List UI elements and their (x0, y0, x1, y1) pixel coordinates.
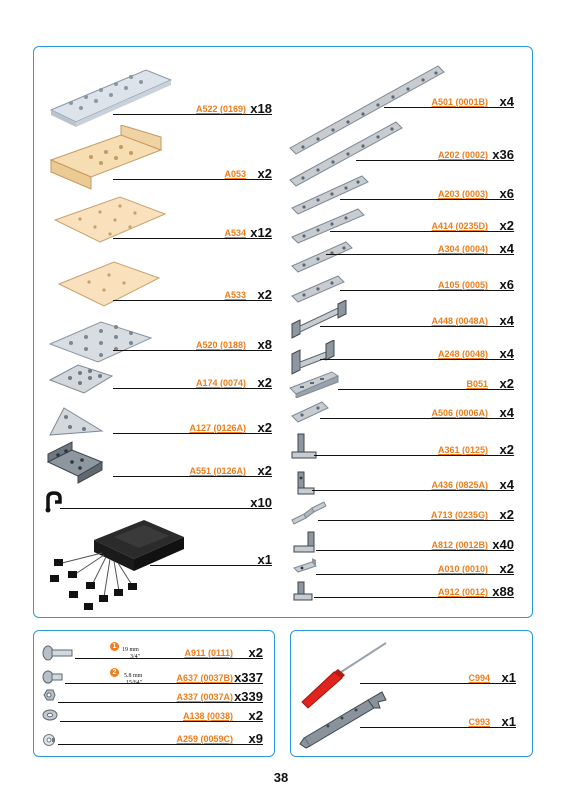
part-row (316, 537, 514, 551)
part-qty: x2 (499, 218, 514, 233)
part-row (356, 147, 514, 161)
part-qty: x1 (501, 670, 516, 685)
part-qty: x6 (499, 277, 514, 292)
dimension-label: 19 mm 3/4" (122, 647, 141, 660)
part-code: A127 (0126A) (189, 423, 246, 433)
part-code: A304 (0004) (437, 244, 488, 254)
part-qty: x9 (248, 731, 263, 746)
part-code: A414 (0235D) (431, 221, 488, 231)
part-qty: x2 (257, 463, 272, 478)
nut-icon (42, 689, 56, 701)
part-code: A534 (224, 228, 246, 238)
part-qty: x4 (499, 405, 514, 420)
dimension-label: 5.8 mm 15/64" (124, 673, 143, 686)
part-code: A203 (0003) (437, 189, 488, 199)
part-code: A248 (0048) (437, 349, 488, 359)
part-row (330, 218, 514, 232)
part-row (150, 552, 272, 566)
part-row (113, 337, 272, 351)
part-qty: x339 (234, 689, 263, 704)
fastener-row (65, 670, 263, 684)
part-qty: x2 (257, 166, 272, 181)
flanged-plate-icon (46, 60, 176, 130)
part-qty: x18 (250, 101, 272, 116)
part-row (320, 313, 514, 327)
square-plate-icon (46, 362, 116, 396)
part-row (113, 166, 272, 180)
part-row (320, 405, 514, 419)
part-code: A105 (0005) (437, 280, 488, 290)
part-qty: x8 (257, 337, 272, 352)
part-qty: x6 (499, 186, 514, 201)
part-code: C993 (468, 717, 490, 727)
part-row (314, 584, 514, 598)
part-qty: x2 (499, 507, 514, 522)
part-code: A361 (0125) (437, 445, 488, 455)
part-code: A501 (0001B) (431, 97, 488, 107)
part-code: A713 (0235G) (430, 510, 488, 520)
flanged-tray-icon (46, 125, 166, 190)
triangle-plate-icon (46, 405, 106, 439)
tool-row (360, 670, 516, 684)
part-qty: x2 (257, 375, 272, 390)
part-code: A911 (0111) (184, 648, 233, 658)
part-code: A533 (224, 290, 246, 300)
part-code: A522 (0169) (195, 104, 246, 114)
long-bolt-icon (42, 645, 74, 661)
part-code: A202 (0002) (437, 150, 488, 160)
part-qty: x4 (499, 477, 514, 492)
part-code: A912 (0012) (437, 587, 488, 597)
part-row (113, 225, 272, 239)
part-row (326, 241, 514, 255)
part-row (60, 495, 272, 509)
part-code: A259 (0059C) (176, 734, 233, 744)
part-code: A138 (0038) (182, 711, 233, 721)
part-code: A812 (0012B) (431, 540, 488, 550)
part-row (340, 186, 514, 200)
washer-icon (42, 709, 58, 721)
part-qty: x4 (499, 346, 514, 361)
part-code: C994 (468, 673, 490, 683)
part-qty: x88 (492, 584, 514, 599)
part-qty: x1 (257, 552, 272, 567)
part-qty: x2 (248, 645, 263, 660)
part-qty: x2 (499, 376, 514, 391)
part-row (113, 420, 272, 434)
part-qty: x4 (499, 313, 514, 328)
part-code: A053 (224, 169, 246, 179)
dimension-badge: 2 (110, 668, 119, 677)
part-qty: x2 (499, 442, 514, 457)
part-code: A448 (0048A) (431, 316, 488, 326)
part-row (113, 375, 272, 389)
collar-icon (42, 733, 56, 747)
corner-bracket-icon (44, 440, 106, 484)
page-number: 38 (273, 770, 289, 785)
fastener-row (75, 645, 263, 659)
part-row (340, 277, 514, 291)
part-qty: x10 (250, 495, 272, 510)
part-row (316, 561, 514, 575)
fastener-row (60, 708, 263, 722)
part-qty: x2 (499, 561, 514, 576)
part-row (113, 101, 272, 115)
part-code: A010 (0010) (437, 564, 488, 574)
part-row (314, 442, 514, 456)
part-qty: x2 (257, 287, 272, 302)
part-qty: x2 (257, 420, 272, 435)
part-row (318, 507, 514, 521)
part-qty: x40 (492, 537, 514, 552)
part-qty: x36 (492, 147, 514, 162)
dimension-badge: 1 (110, 642, 119, 651)
part-qty: x2 (248, 708, 263, 723)
angle-bracket-icon (292, 580, 316, 604)
part-code: A520 (0188) (195, 340, 246, 350)
fastener-row (58, 689, 263, 703)
part-code: A436 (0825A) (431, 480, 488, 490)
tool-row (360, 714, 516, 728)
part-qty: x12 (250, 225, 272, 240)
short-bolt-icon (42, 670, 64, 684)
part-row (312, 477, 514, 491)
part-code: A506 (0006A) (431, 408, 488, 418)
part-row (113, 287, 272, 301)
part-row (384, 94, 514, 108)
part-code: A337 (0037A) (176, 692, 233, 702)
fastener-row (58, 731, 263, 745)
flexible-plate-icon (54, 258, 164, 310)
angle-girder-icon (288, 370, 340, 398)
part-qty: x4 (499, 241, 514, 256)
part-code: A551 (0126A) (189, 466, 246, 476)
part-qty: x337 (234, 670, 263, 685)
part-row (338, 376, 514, 390)
part-code: A174 (0074) (195, 378, 246, 388)
part-code: B051 (466, 379, 488, 389)
part-qty: x1 (501, 714, 516, 729)
part-row (113, 463, 272, 477)
part-row (320, 346, 514, 360)
part-code: A637 (0037B) (176, 673, 233, 683)
part-qty: x4 (499, 94, 514, 109)
